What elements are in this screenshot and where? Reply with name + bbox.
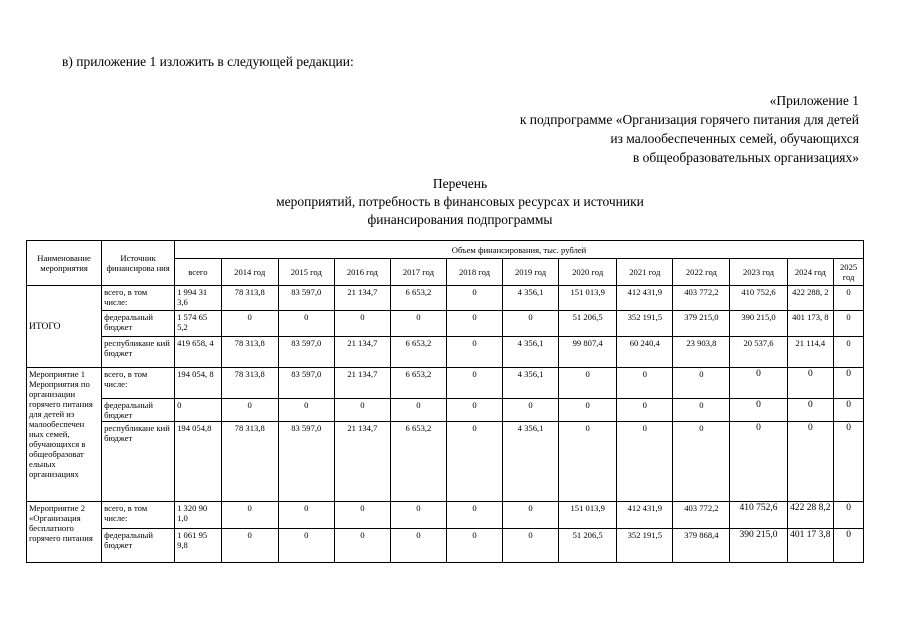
year-value: 0 [446, 422, 502, 502]
funding-source: федеральный бюджет [102, 311, 175, 337]
year-value: 21 134,7 [334, 422, 390, 502]
year-value: 0 [278, 502, 334, 529]
funding-source: республикане кий бюджет [102, 337, 175, 368]
year-value: 0 [673, 368, 730, 399]
total-value: 1 574 65 5,2 [175, 311, 222, 337]
year-value: 410 752,6 [730, 286, 787, 311]
year-value: 0 [278, 399, 334, 422]
year-value: 401 173, 8 [787, 311, 834, 337]
year-value: 0 [221, 502, 278, 529]
header-source: Источник финансирова ния [102, 241, 175, 286]
year-value: 412 431,9 [617, 502, 673, 529]
year-value: 0 [503, 399, 559, 422]
year-value: 0 [390, 502, 446, 529]
year-value: 6 653,2 [390, 337, 446, 368]
year-value: 4 356,1 [503, 368, 559, 399]
year-value: 0 [446, 502, 502, 529]
year-value: 21 134,7 [334, 368, 390, 399]
year-value: 4 356,1 [503, 422, 559, 502]
year-value: 352 191,5 [617, 311, 673, 337]
year-value: 21 134,7 [334, 337, 390, 368]
year-value: 0 [617, 422, 673, 502]
year-value: 0 [390, 529, 446, 563]
year-value: 390 215,0 [730, 529, 787, 563]
year-value: 0 [787, 368, 834, 399]
appendix-line: «Приложение 1 [769, 93, 859, 108]
year-value: 0 [787, 399, 834, 422]
funding-source: всего, в том числе: [102, 286, 175, 311]
year-value: 0 [834, 286, 864, 311]
year-value: 0 [446, 368, 502, 399]
table-row [27, 502, 864, 529]
year-value: 0 [559, 422, 617, 502]
funding-source: федеральный бюджет [102, 399, 175, 422]
appendix-caption [520, 91, 859, 167]
year-value: 83 597,0 [278, 286, 334, 311]
funding-source: всего, в том числе: [102, 368, 175, 399]
appendix-line: из малообеспеченных семей, обучающихся [610, 131, 859, 146]
year-value: 0 [673, 399, 730, 422]
year-value: 0 [834, 337, 864, 368]
heading-line: финансирования подпрограммы [367, 212, 553, 227]
year-value: 0 [390, 399, 446, 422]
year-value: 78 313,8 [221, 337, 278, 368]
heading-line: Перечень [432, 176, 488, 191]
table-row [27, 529, 864, 563]
table-row [27, 399, 864, 422]
year-value: 0 [503, 311, 559, 337]
year-value: 0 [617, 399, 673, 422]
year-value: 0 [834, 399, 864, 422]
year-value: 0 [334, 399, 390, 422]
year-value: 0 [390, 311, 446, 337]
year-value: 0 [446, 286, 502, 311]
header-year: 2014 год [221, 259, 278, 286]
table-row [27, 368, 864, 399]
year-value: 0 [334, 502, 390, 529]
header-funding: Объем финансирования, тыс. рублей [175, 241, 864, 259]
year-value: 0 [673, 422, 730, 502]
appendix-line: в общеобразовательных организациях» [632, 150, 859, 165]
table-row [27, 311, 864, 337]
year-value: 0 [446, 337, 502, 368]
header-year: 2015 год [278, 259, 334, 286]
year-value: 379 868,4 [673, 529, 730, 563]
year-value: 390 215,0 [730, 311, 787, 337]
year-value: 83 597,0 [278, 368, 334, 399]
total-value: 1 061 95 9,8 [175, 529, 222, 563]
year-value: 0 [221, 529, 278, 563]
funding-source: всего, в том числе: [102, 502, 175, 529]
activity-name: Мероприятие 2 «Организация бесплатного горячего питания [27, 502, 102, 563]
year-value: 6 653,2 [390, 368, 446, 399]
total-value: 194 054, 8 [175, 368, 222, 399]
year-value: 0 [278, 529, 334, 563]
table-row [27, 422, 864, 502]
year-value: 0 [730, 399, 787, 422]
year-value: 0 [834, 422, 864, 502]
heading-line: мероприятий, потребность в финансовых ресурсах и источники [276, 194, 644, 209]
year-value: 0 [834, 311, 864, 337]
header-year: 2017 год [390, 259, 446, 286]
year-value: 4 356,1 [503, 286, 559, 311]
header-year: 2025 год [834, 259, 864, 286]
funding-source: республикане кий бюджет [102, 422, 175, 502]
year-value: 0 [278, 311, 334, 337]
year-value: 412 431,9 [617, 286, 673, 311]
year-value: 151 013,9 [559, 286, 617, 311]
year-value: 0 [503, 529, 559, 563]
financing-table [26, 240, 864, 563]
year-value: 0 [834, 368, 864, 399]
table-body [27, 286, 864, 563]
total-value: 1 994 31 3,6 [175, 286, 222, 311]
year-value: 0 [559, 399, 617, 422]
year-value: 403 772,2 [673, 502, 730, 529]
year-value: 4 356,1 [503, 337, 559, 368]
appendix-line: к подпрограмме «Организация горячего питания для детей [519, 112, 859, 127]
year-value: 0 [730, 368, 787, 399]
year-value: 422 28 8,2 [787, 502, 834, 529]
year-value: 21 134,7 [334, 286, 390, 311]
header-name: Наименование мероприятия [27, 241, 102, 286]
header-year: 2018 год [446, 259, 502, 286]
activity-name: ИТОГО [27, 286, 102, 368]
year-value: 0 [221, 311, 278, 337]
year-value: 0 [559, 368, 617, 399]
header-year: 2023 год [730, 259, 787, 286]
funding-source: федеральный бюджет [102, 529, 175, 563]
year-value: 51 206,5 [559, 529, 617, 563]
year-value: 422 288, 2 [787, 286, 834, 311]
header-total: всего [175, 259, 222, 286]
year-value: 0 [446, 311, 502, 337]
year-value: 6 653,2 [390, 286, 446, 311]
year-value: 0 [221, 399, 278, 422]
year-value: 20 537,6 [730, 337, 787, 368]
total-value: 419 658, 4 [175, 337, 222, 368]
table-row [27, 286, 864, 311]
intro-text: в) приложение 1 изложить в следующей редакции: [62, 54, 354, 69]
year-value: 403 772,2 [673, 286, 730, 311]
year-value: 401 17 3,8 [787, 529, 834, 563]
year-value: 83 597,0 [278, 422, 334, 502]
year-value: 0 [834, 502, 864, 529]
year-value: 0 [834, 529, 864, 563]
document-heading [0, 175, 905, 229]
header-year: 2021 год [617, 259, 673, 286]
year-value: 0 [617, 368, 673, 399]
header-year: 2016 год [334, 259, 390, 286]
total-value: 1 320 90 1,0 [175, 502, 222, 529]
header-year: 2024 год [787, 259, 834, 286]
year-value: 151 013,9 [559, 502, 617, 529]
year-value: 99 807,4 [559, 337, 617, 368]
year-value: 0 [446, 529, 502, 563]
year-value: 60 240,4 [617, 337, 673, 368]
year-value: 352 191,5 [617, 529, 673, 563]
year-value: 0 [730, 422, 787, 502]
year-value: 0 [446, 399, 502, 422]
year-value: 23 903,8 [673, 337, 730, 368]
header-year: 2019 год [503, 259, 559, 286]
year-value: 0 [787, 422, 834, 502]
table-row [27, 337, 864, 368]
year-value: 0 [503, 502, 559, 529]
activity-name: Мероприятие 1 Мероприятия по организации горячего питания для детей из малообеспечен ных семей, обучающихся в общеобразоват ельных организациях [27, 368, 102, 502]
year-value: 78 313,8 [221, 422, 278, 502]
header-year: 2022 год [673, 259, 730, 286]
year-value: 83 597,0 [278, 337, 334, 368]
year-value: 6 653,2 [390, 422, 446, 502]
year-value: 78 313,8 [221, 368, 278, 399]
year-value: 0 [334, 529, 390, 563]
year-value: 0 [334, 311, 390, 337]
total-value: 194 054,8 [175, 422, 222, 502]
header-year: 2020 год [559, 259, 617, 286]
year-value: 21 114,4 [787, 337, 834, 368]
year-value: 379 215,0 [673, 311, 730, 337]
table-header [27, 241, 864, 286]
total-value: 0 [175, 399, 222, 422]
year-value: 410 752,6 [730, 502, 787, 529]
year-value: 78 313,8 [221, 286, 278, 311]
year-value: 51 206,5 [559, 311, 617, 337]
